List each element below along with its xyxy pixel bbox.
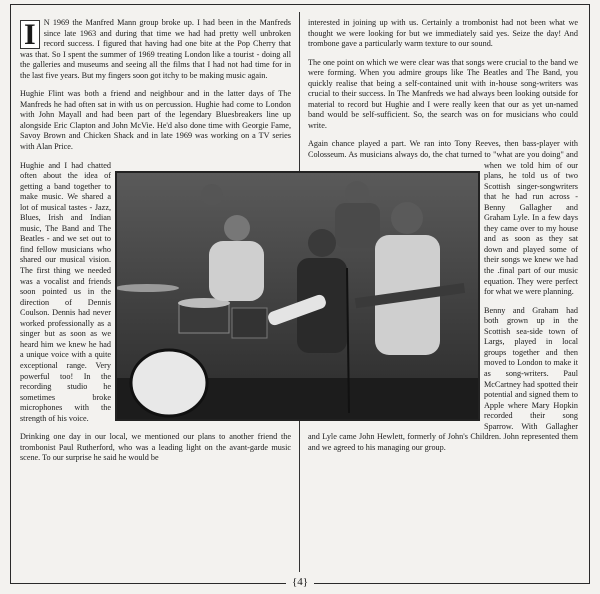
band-photo-graphic (117, 173, 478, 419)
paragraph-2: Hughie Flint was both a friend and neighbour and in the latter days of The Manfreds he had often sat in with us on percussion. Hughie had come to London with John Mayall and had been part of the legendary Bluesbreakers line up alongside Eric Clapton and John McVie. He'd also done time with Georgie Fame, Savoy Brown and Chicken Shack and in late 1969 was working on a TV series with Alan Price. (20, 89, 291, 152)
paragraph-6: The one point on which we were clear was that songs were crucial to the band we were forming. When you admire groups like The Beatles and The Band, you quickly realise that being a self-contained unit with in-house song-writers was crucial to their success. In The Manfreds we had always been looking outside for material to record but Hughie and I were really keen that our as yet un-named band would be self-sufficient. So, the search was on for musicians who could write. (308, 57, 578, 130)
drop-cap: I (20, 20, 40, 49)
band-photo (115, 171, 480, 421)
paragraph-7: Again chance played a part. We ran into Tony Reeves, then bass-player with Colosseum. As musicians always do, the chat turned to "what are you doing" and when we told him of our plans, he told us of two Scottish singer-songwriters that he had run across - Benny Gallagher and Graham Lyle. In a few days they came over to my house and as soon as they sat down and played some of their songs we knew we had the .final part of our music equation. They were perfect for what we were planning. (308, 139, 578, 297)
paragraph-4: Drinking one day in our local, we mentioned our plans to another friend the trombonist Paul Rutherford, who was a leading light on the avant-garde music scene. To our surprise he said he would be (20, 432, 291, 463)
paragraph-3: Hughie and I had chatted often about the idea of getting a band together to make music. We shared a lot of musical tastes - Jazz, Blues, Irish and Indian music, The Band and The Beatles - and we set out to find fellow musicians who shared our musical vision. The first thing we needed was a vocalist and friends soon pointed us in the direction of Dennis Coulson. Dennis had never worked professionally as a singer but as soon as we heard him we knew he had a unique voice with a quite exceptional range. Very powerful too! In the recording studio he sometimes broke microphones with the strength of his voice. (20, 161, 291, 425)
paragraph-1: I N 1969 the Manfred Mann group broke up. I had been in the Manfreds since late 1963 and during that time we had had pretty well unbroken record success. I figured that having had one bite at the Pop Cherry that was that. So I spent the summer of 1969 treating London like a tourist - doing all the galleries and museums and seeing all the films that I had not had time for in the last five years. But my fingers soon got itchy to be making music again. (20, 18, 291, 80)
page-number: {4} (0, 576, 600, 588)
paragraph-5: interested in joining up with us. Certainly a trombonist had not been what we thought we were looking for but we immediately said yes. Seize the day! And trombone gave a particularly warm texture to our sound. (308, 18, 578, 49)
paragraph-8: Benny and Graham had both grown up in the Scottish sea-side town of Largs, played in local groups together and then moved to London to make it as song-writers. Paul McCartney had spotted their potential and signed them to Apple where Mary Hopkin recorded their song Sparrow. With Gallagher and Lyle came John Hewlett, formerly of John's Children. John represented them and we agreed to his managing our group. (308, 305, 578, 452)
